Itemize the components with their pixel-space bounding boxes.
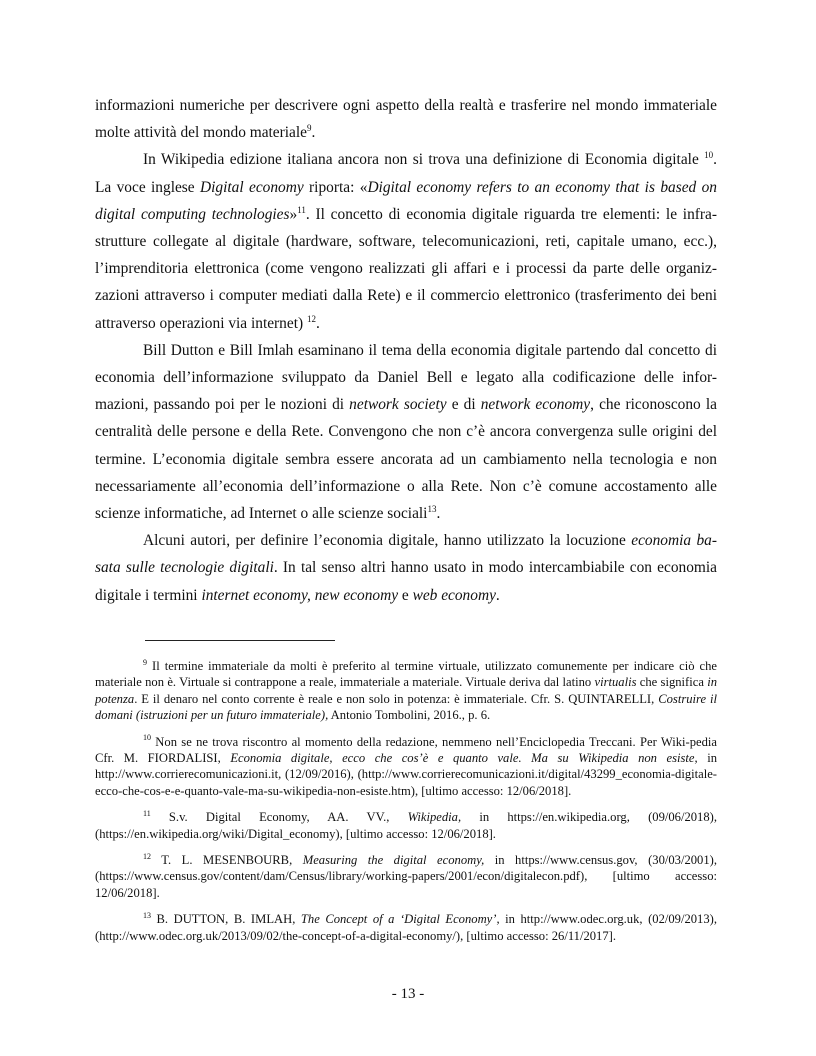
text: . [315,314,320,332]
italic-title: Costruire il domani (istruzioni per un futuro immateriale), [95,691,717,723]
italic-term: network economy [480,396,591,414]
paragraph-4 [95,527,717,609]
text: T. L. MESENBOURB, [151,853,303,868]
footnote-ref-12[interactable]: 12 [306,313,316,324]
footnote-separator [145,640,335,641]
footnote-number: 9 [143,657,147,667]
footnote-number: 12 [143,851,151,861]
page-number: - 13 - [391,986,425,1002]
footnote-ref-10[interactable]: 10 [704,150,714,161]
italic-term: web economy [412,586,496,604]
footnote-11 [95,809,717,842]
italic-term: internet economy, new economy [201,586,399,604]
text: S.v. Digital Economy, AA. VV., [150,810,408,825]
text: Antonio Tombolini, 2016., p. 6. [328,708,491,723]
footnotes [95,658,717,954]
text: Il termine immateriale da molti è preferito al termine virtuale, utilizzato comunemente per indicare ciò che materiale non è. Virtuale si contrappone a reale, immateriale a materiale. Virtuale deriva dal latino [95,659,717,690]
italic-term: economia ba-sata sulle tecnologie digitali [95,532,717,577]
italic-title: Economia digitale, ecco che cos’è e quanto vale. Ma su Wikipedia non esiste, [230,751,698,766]
italic-term: virtualis [594,675,637,690]
footnote-number: 10 [143,733,151,743]
text: . Il concetto di economia digitale riguarda tre elementi: le infra-strutture collegate al digitale (hardware, software, telecomunicazioni, reti, capitale umano, ecc.), l’imprenditoria elettronica (come vengono realizzati gli affari e i processi da parte delle organiz-zazioni attraverso i computer mediati dalla Rete) e il commercio elettronico (trasferimento dei beni attraverso operazioni via internet) [95,205,717,332]
italic-title: Wikipedia, [407,810,462,825]
footnote-number: 11 [143,809,151,819]
text: in https://www.census.gov, (30/03/2001), (https://www.census.gov/content/dam/Census/library/working-papers/2001/econ/digitalecon.pdf), [ultimo accesso: 12/06/2018]. [95,853,717,900]
text: in http://www.odec.org.uk, (02/09/2013), (http://www.odec.org.uk/2013/09/02/the-concept-of-a-digital-economy/), [ultimo accesso: 26/11/2017]. [95,912,717,943]
footnote-ref-11[interactable]: 11 [297,204,306,215]
text: informazioni numeriche per descrivere ogni aspetto della realtà e trasferire nel mondo immateriale molte attività del mondo materiale [95,97,717,142]
text: B. DUTTON, B. IMLAH, [151,912,301,927]
italic-title: Measuring the digital economy, [302,853,485,868]
footnote-13 [95,911,717,944]
text: » [289,205,298,223]
footnote-ref-9[interactable]: 9 [306,123,312,134]
text: riporta: « [303,178,368,196]
footnote-9 [95,658,717,724]
paragraph-1 [95,92,717,146]
text: e di [446,396,481,414]
text: Non se ne trova riscontro al momento della redazione, nemmeno nell’Enciclopedia Treccani. Per Wiki-pedia Cfr. M. FIORDALISI, [95,734,717,766]
footnote-12 [95,852,717,901]
footnote-number: 13 [143,911,151,921]
text: . [495,586,500,604]
paragraph-3 [95,337,717,527]
text: che significa [636,675,708,690]
text: In Wikipedia edizione italiana ancora non si trova una definizione di Economia digitale [143,151,705,169]
text: Alcuni autori, per definire l’economia digitale, hanno utilizzato la locuzione [143,532,632,550]
italic-term: network society [349,396,447,414]
main-text [95,92,717,609]
text: Bill Dutton e Bill Imlah esaminano il tema della economia digitale partendo dal concetto di economia dell’informazione sviluppato da Daniel Bell e legato alla codificazione delle infor-mazioni, passando poi per le nozioni di [95,341,717,414]
text: . [436,505,441,523]
text: e [398,586,413,604]
text: . In tal senso altri hanno usato in modo intercambiabile con economia digitale i termini [95,559,717,604]
footnote-ref-13[interactable]: 13 [427,503,437,514]
italic-quote: Digital economy refers to an economy that is based on digital computing technologies [95,178,717,223]
text: , che riconoscono la centralità delle persone e della Rete. Convengono che non c’è ancora convergenza sulle origini del termine. L’economia digitale sembra essere ancorata ad un cambiamento nella tecnologia e non necessariamente all’economia dell’informazione o alla Rete. Non c’è comune accostamento alle scienze informatiche, ad Internet o alle scienze sociali [95,396,717,523]
italic-term: in potenza [95,675,717,706]
italic-title: The Concept of a ‘Digital Economy’, [300,912,500,927]
text: . La voce inglese [95,151,717,196]
text: . E il denaro nel conto corrente è reale e non solo in potenza: è immateriale. Cfr. S. QUINTARELLI, [134,691,659,706]
italic-term: Digital economy [200,178,304,196]
paragraph-2 [95,146,717,336]
footnote-10 [95,734,717,800]
text: . [311,124,316,142]
text: in http://www.corrierecomunicazioni.it, (12/09/2016), (http://www.corrierecomunicazioni.it/digital/43299_economia-digitale-ecco-che-cos-e-e-quanto-vale-ma-su-wikipedia-non-esiste.htm), [ultimo accesso: 12/06/2018]. [95,751,717,798]
text: in https://en.wikipedia.org, (09/06/2018), (https://en.wikipedia.org/wiki/Digital_economy), [ultimo accesso: 12/06/2018]. [95,810,717,841]
